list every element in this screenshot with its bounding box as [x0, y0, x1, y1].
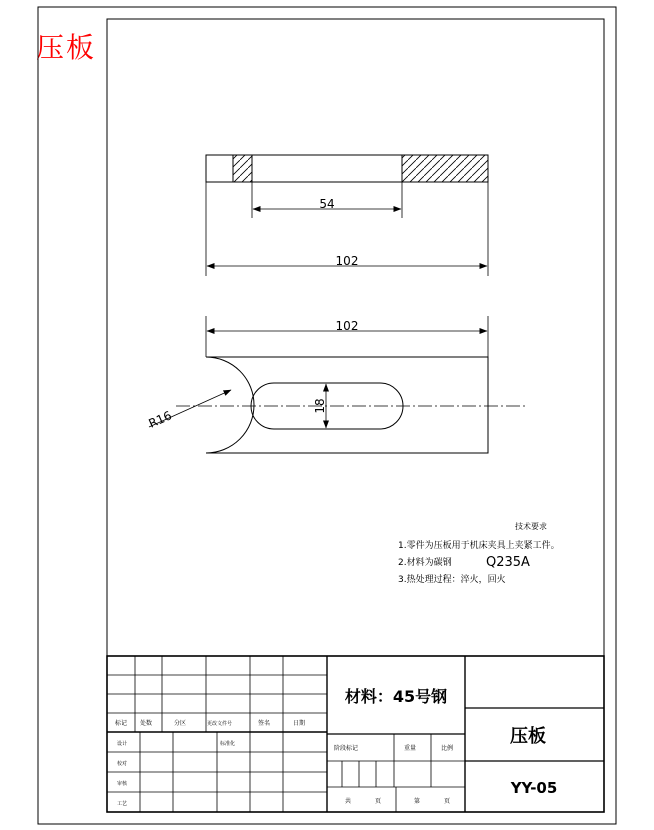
rev-header-3: 分区 — [174, 720, 187, 727]
tech-item-2: 2.材料为碳钢 — [398, 558, 452, 568]
tech-material-grade: Q235A — [486, 555, 530, 570]
rev-header-6: 日期 — [293, 720, 306, 727]
corner-title: 压板 — [36, 31, 97, 64]
tech-item-3: 3.热处理过程：淬火，回火 — [398, 575, 506, 585]
dim-text-18: 18 — [313, 398, 327, 414]
tech-heading: 技术要求 — [515, 522, 547, 531]
signoff-process: 工艺 — [117, 801, 128, 807]
section-hatch-left — [233, 155, 252, 182]
signoff-design: 设计 — [117, 741, 128, 747]
tech-item-1: 1.零件为压板用于机床夹具上夹紧工件。 — [398, 541, 560, 551]
signoff-check: 校对 — [117, 761, 128, 767]
dim-text-r16: R16 — [146, 408, 174, 431]
sheet-no-label: 第 — [414, 798, 421, 805]
dim-text-102-plan: 102 — [335, 319, 359, 333]
scale-label: 比例 — [441, 745, 454, 752]
material-text: 材料：45号钢 — [344, 687, 448, 706]
dim-text-102-top: 102 — [335, 254, 359, 268]
std-label: 标准化 — [220, 741, 236, 747]
section-hatch-right — [402, 155, 488, 182]
dim-text-54: 54 — [319, 197, 335, 211]
sheet-total-label: 共 — [345, 798, 352, 805]
section-view — [206, 155, 488, 276]
signoff-review: 审核 — [117, 781, 128, 787]
title-block-text — [115, 687, 557, 807]
rev-header-4: 更改文件号 — [207, 721, 233, 727]
plan-outline — [206, 357, 488, 453]
part-name: 压板 — [510, 726, 546, 747]
sheet-no-unit: 页 — [444, 798, 451, 805]
tech-requirements — [398, 521, 560, 585]
weight-label: 重量 — [404, 745, 417, 752]
sheet-total-unit: 页 — [375, 798, 382, 805]
rev-header-2: 处数 — [140, 720, 153, 727]
plan-view — [147, 316, 528, 453]
rev-header-1: 标记 — [115, 720, 128, 727]
stage-mark-label: 阶段标记 — [334, 745, 359, 752]
rev-header-5: 签名 — [258, 720, 271, 727]
drawing-number: YY-05 — [510, 779, 558, 797]
